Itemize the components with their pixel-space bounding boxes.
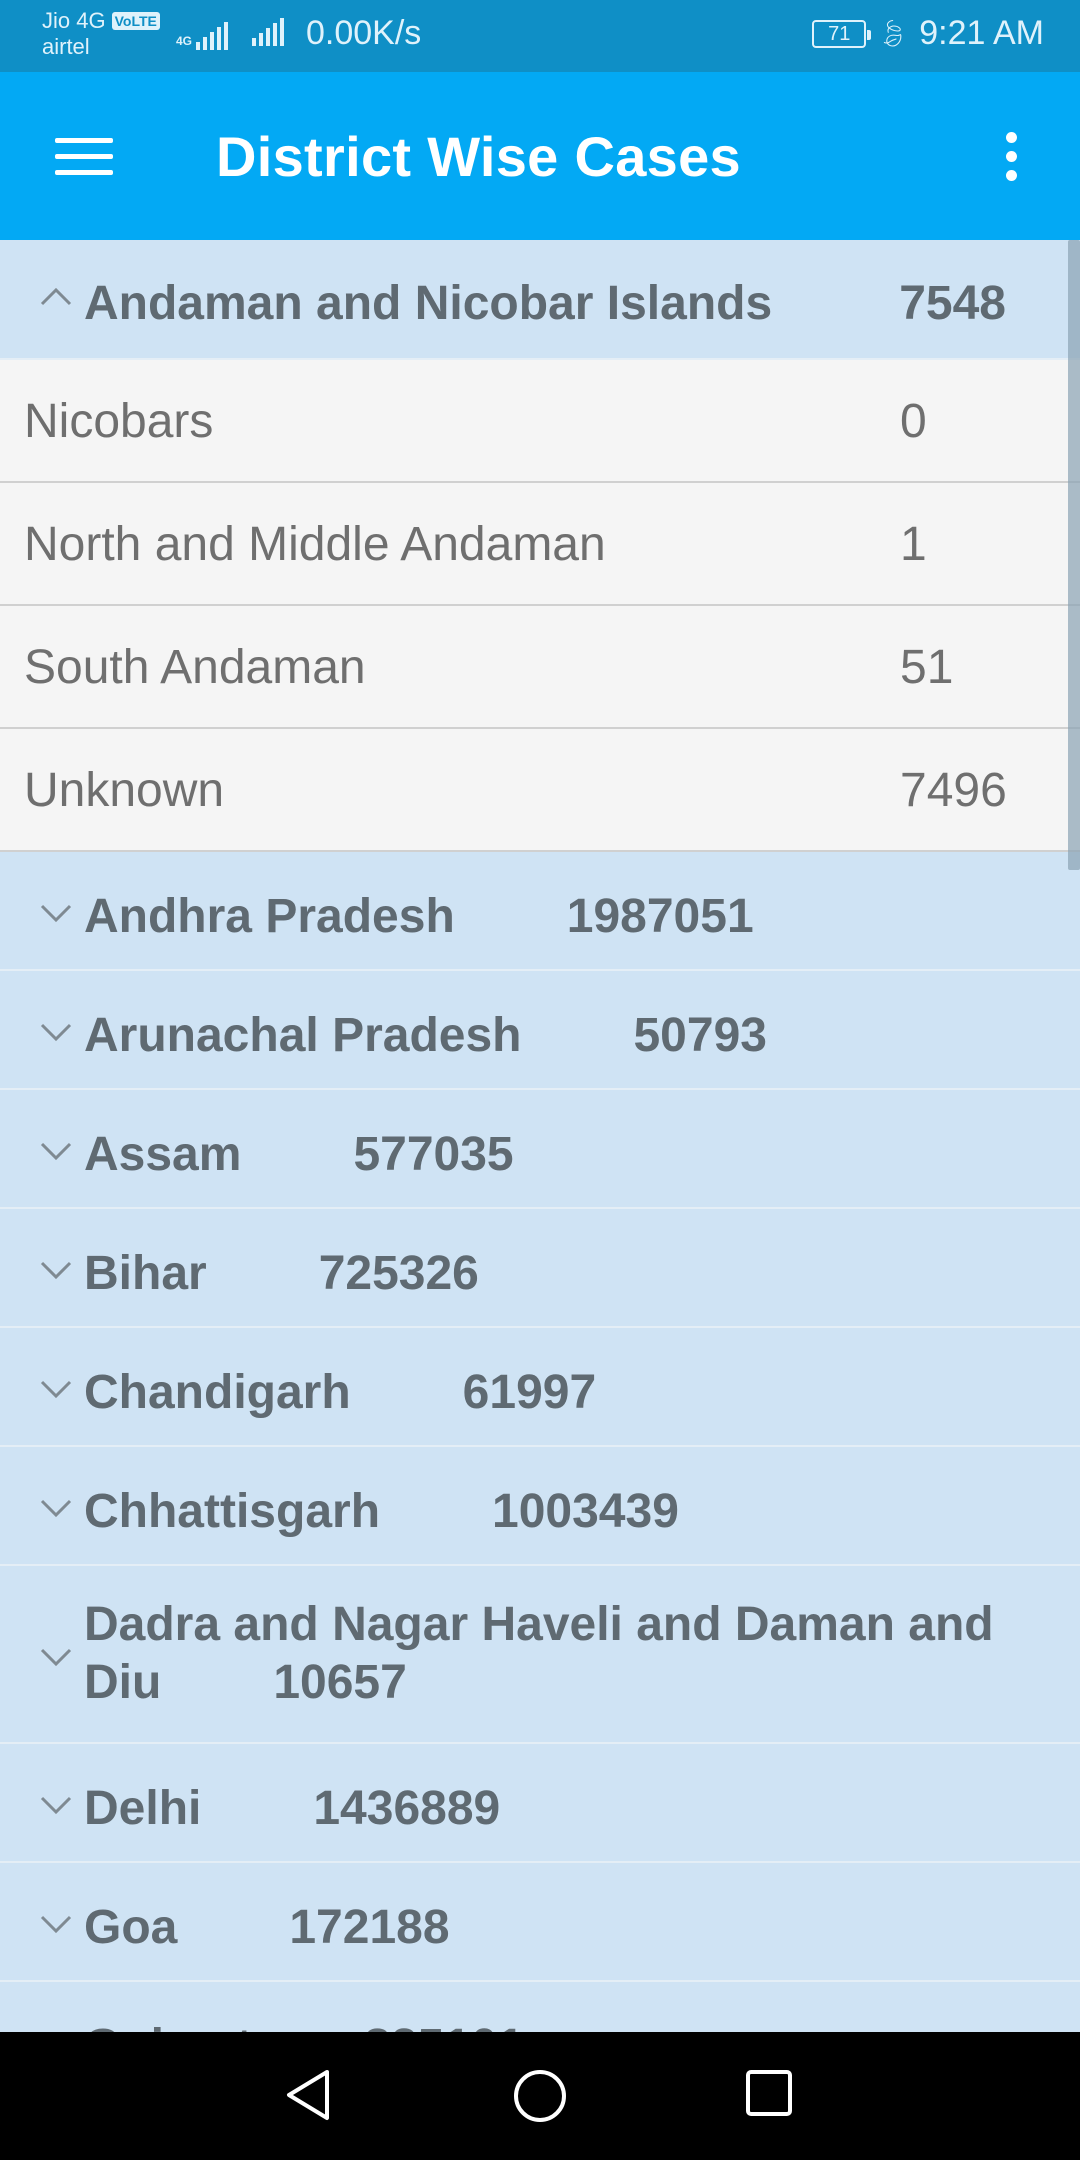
state-count: 50793 <box>633 1009 767 1062</box>
district-row[interactable] <box>0 606 1080 729</box>
app-bar <box>0 72 1080 240</box>
state-group[interactable] <box>0 1090 1080 1209</box>
state-line <box>84 1364 1040 1422</box>
state-count: 1436889 <box>313 1782 501 1835</box>
chevron-down-icon <box>38 1370 74 1406</box>
district-row[interactable] <box>0 729 1080 852</box>
state-group[interactable] <box>0 1566 1080 1744</box>
scrollbar[interactable] <box>1068 240 1080 870</box>
state-name: Delhi <box>84 1782 202 1835</box>
state-count: 7548 <box>899 277 1006 330</box>
state-group[interactable] <box>0 1863 1080 1982</box>
state-line <box>84 1126 1040 1184</box>
system-nav-bar <box>0 2032 1080 2160</box>
volte-badge: VoLTE <box>112 12 160 30</box>
chevron-down-icon <box>38 1786 74 1822</box>
state-line <box>84 1007 1040 1065</box>
district-count: 7496 <box>900 764 1007 817</box>
signal-strength-icon-2 <box>252 18 284 46</box>
state-count: 725326 <box>318 1247 479 1300</box>
back-triangle-icon[interactable] <box>283 2068 333 2127</box>
hamburger-menu-icon[interactable] <box>55 134 113 178</box>
home-circle-icon[interactable] <box>512 2068 568 2129</box>
state-name: Chandigarh <box>84 1366 351 1419</box>
power-saving-leaf-icon: 🍃︎ <box>876 18 910 48</box>
clock: 9:21 AM <box>919 14 1044 52</box>
network-speed: 0.00K/s <box>306 14 422 52</box>
state-name: Assam <box>84 1128 242 1181</box>
battery-icon <box>812 20 866 48</box>
state-group[interactable] <box>0 1744 1080 1863</box>
chevron-down-icon <box>38 1905 74 1941</box>
chevron-down-icon <box>38 1013 74 1049</box>
district-row[interactable] <box>0 483 1080 606</box>
chevron-up-icon <box>38 280 74 316</box>
chevron-down-icon <box>38 1251 74 1287</box>
chevron-down-icon <box>38 894 74 930</box>
state-name: Dadra and Nagar Haveli and Daman and Diu <box>84 1598 994 1709</box>
district-name: Unknown <box>24 764 225 817</box>
state-line <box>84 1899 1040 1957</box>
state-group[interactable] <box>0 1328 1080 1447</box>
state-name: Andhra Pradesh <box>84 890 455 943</box>
state-count: 10657 <box>273 1656 407 1709</box>
state-group[interactable] <box>0 1447 1080 1566</box>
district-count: 1 <box>900 518 927 571</box>
state-line <box>84 1483 1040 1541</box>
state-line <box>84 1596 1040 1712</box>
district-row[interactable] <box>0 360 1080 483</box>
status-right <box>812 14 1044 53</box>
recent-apps-square-icon[interactable] <box>744 2068 794 2123</box>
state-name: Chhattisgarh <box>84 1485 381 1538</box>
state-count: 577035 <box>353 1128 514 1181</box>
state-group[interactable] <box>0 852 1080 971</box>
state-group[interactable] <box>0 1209 1080 1328</box>
chevron-down-icon <box>38 1489 74 1525</box>
state-count: 61997 <box>462 1366 597 1419</box>
carrier-info <box>42 8 160 60</box>
battery-level: 71 <box>828 22 851 45</box>
district-name: South Andaman <box>24 641 366 694</box>
signal-strength-icon <box>164 22 228 50</box>
district-list[interactable] <box>0 240 1080 2032</box>
state-line <box>84 1780 1040 1838</box>
state-name: Bihar <box>84 1247 207 1300</box>
state-count: 1003439 <box>492 1485 679 1538</box>
carrier-secondary: airtel <box>42 34 90 59</box>
chevron-down-icon <box>38 1638 74 1674</box>
state-name: Arunachal Pradesh <box>84 1009 522 1062</box>
state-count: 172188 <box>289 1901 450 1954</box>
status-bar <box>0 0 1080 72</box>
state-group[interactable] <box>0 971 1080 1090</box>
page-title: District Wise Cases <box>216 125 741 188</box>
state-line <box>84 888 1040 946</box>
district-name: North and Middle Andaman <box>24 518 606 571</box>
chevron-down-icon <box>38 1132 74 1168</box>
carrier-primary: Jio 4G <box>42 8 106 33</box>
more-vert-icon[interactable] <box>1000 130 1024 182</box>
district-name: Nicobars <box>24 395 214 448</box>
district-count: 0 <box>900 395 927 448</box>
state-name: Andaman and Nicobar Islands <box>84 277 773 330</box>
state-line <box>84 1245 1040 1303</box>
state-count: 1987051 <box>566 890 754 943</box>
state-name: Goa <box>84 1901 178 1954</box>
network-type-label: 4G <box>176 34 193 48</box>
state-group-expanded[interactable] <box>0 240 1080 360</box>
district-count: 51 <box>900 641 954 694</box>
